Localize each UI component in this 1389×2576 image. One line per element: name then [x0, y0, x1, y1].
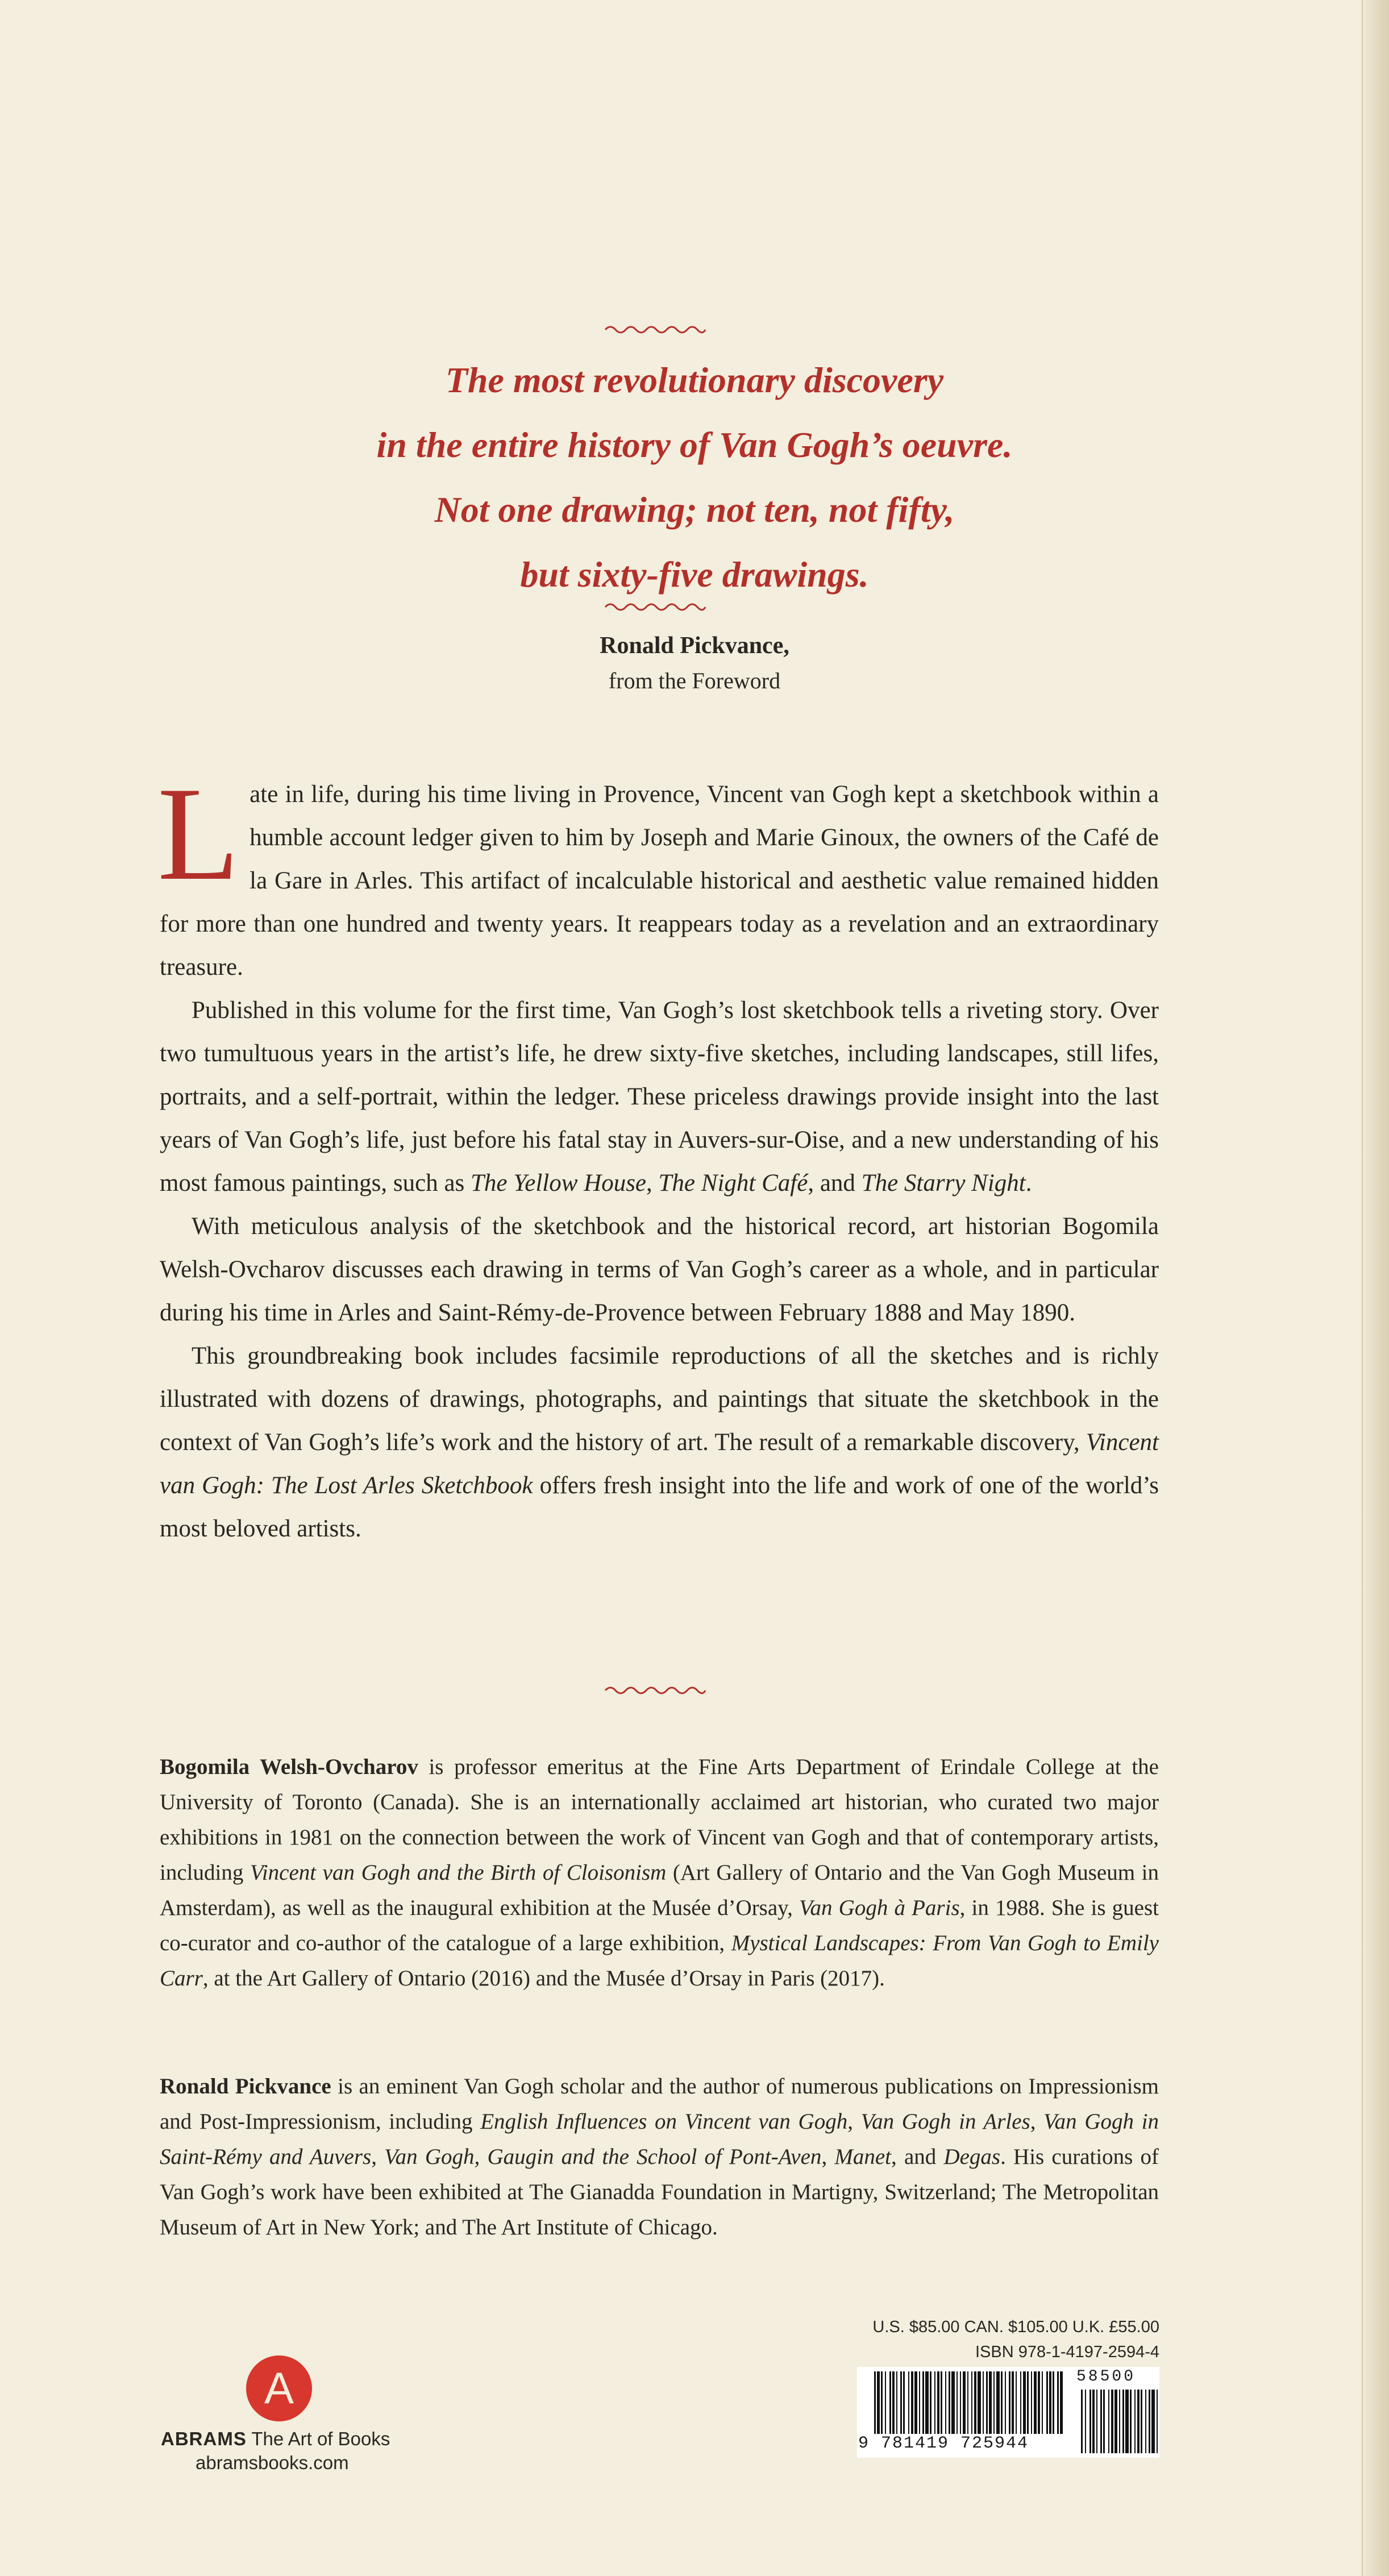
- ornament-swirl-middle: [604, 600, 706, 614]
- spine-edge: [1362, 0, 1389, 2576]
- prices: U.S. $85.00 CAN. $105.00 U.K. £55.00: [872, 2318, 1159, 2336]
- exhibition-title: Vincent van Gogh and the Birth of Cloisonism: [249, 1860, 667, 1885]
- separator: ,: [847, 2109, 861, 2134]
- publication-title: English Influences on Vincent van Gogh: [480, 2109, 848, 2134]
- abrams-logo-icon: [246, 2355, 312, 2421]
- quote-line: but sixty-five drawings.: [520, 554, 869, 595]
- quote-source: from the Foreword: [608, 668, 781, 693]
- publication-title: Van Gogh in Saint-Rémy and Auvers: [160, 2109, 1159, 2169]
- separator: .: [1025, 1170, 1032, 1196]
- barcode-addon-digits: 58500: [1076, 2368, 1136, 2386]
- paragraph-text: This groundbreaking book includes facsimile reproductions of all the sketches and is richly illustrated with dozens of drawings, photographs, and paintings that situate the sketchbook in the context of Van Gogh’s life’s work and the history of art. The result of a remarkable discovery,: [160, 1343, 1159, 1456]
- quote-line: in the entire history of Van Gogh’s oeuvre.: [376, 425, 1013, 465]
- publication-title: Van Gogh, Gaugin and the School of Pont-Aven: [384, 2145, 822, 2169]
- author-name: Bogomila Welsh-Ovcharov: [160, 1755, 418, 1779]
- description-paragraph-3: With meticulous analysis of the sketchbook and the historical record, art historian Bogomila Welsh-Ovcharov discusses each drawing in terms of Van Gogh’s career as a whole, and in particular during his time in Arles and Saint-Rémy-de-Provence between February 1888 and May 1890.: [160, 1213, 1159, 1326]
- price-block: [852, 2315, 1159, 2365]
- description-paragraph-4: [160, 1335, 1159, 1551]
- author-name: Ronald Pickvance: [160, 2074, 331, 2099]
- publisher-name: [161, 2428, 400, 2450]
- drop-cap: L: [157, 760, 240, 908]
- ornament-swirl-top: [604, 323, 706, 336]
- bio-text: . His curations of Van Gogh’s work have been exhibited at The Gianadda Foundation in Martigny, Switzerland; The Metropolitan Museum of Art in New York; and The Art Institute of Chicago.: [160, 2145, 1159, 2240]
- bio-text: is an eminent Van Gogh scholar and the author of numerous publications on Impressionism and Post-Impressionism, including: [160, 2074, 1159, 2134]
- ornament-swirl-bottom: [604, 1684, 706, 1697]
- separator: ,: [646, 1170, 659, 1196]
- separator: ,: [371, 2145, 385, 2169]
- pull-quote: [170, 348, 1219, 607]
- separator: , and: [891, 2145, 944, 2169]
- paragraph-text: offers fresh insight into the life and work of one of the world’s most beloved artists.: [160, 1472, 1159, 1542]
- publisher-brand: ABRAMS: [161, 2428, 247, 2449]
- exhibition-title: Van Gogh à Paris: [799, 1896, 960, 1920]
- book-title: Vincent van Gogh: The Lost Arles Sketchbook: [160, 1429, 1159, 1499]
- quote-author: Ronald Pickvance,: [600, 633, 789, 659]
- bio-text: , at the Art Gallery of Ontario (2016) and the Musée d’Orsay in Paris (2017).: [202, 1966, 885, 1991]
- bio-text: is professor emeritus at the Fine Arts Department of Erindale College at the University of Toronto (Canada). She is an internationally acclaimed art historian, who curated two major exhibitions in 1981 on the connection between the work of Vincent van Gogh and that of contemporary artists, including: [160, 1755, 1159, 1885]
- description-paragraph-2: [160, 989, 1159, 1205]
- bio-text: (Art Gallery of Ontario and the Van Gogh Museum in Amsterdam), as well as the inaugural exhibition at the Musée d’Orsay,: [160, 1860, 1159, 1920]
- publication-title: Manet: [834, 2145, 892, 2169]
- paragraph-text: ate in life, during his time living in Provence, Vincent van Gogh kept a sketchbook within a humble account ledger given to him by Joseph and Marie Ginoux, the owners of the Café de la Gare in Arles. This artifact of incalculable historical and aesthetic value remained hidden for more than one hundred and twenty years. It reappears today as a revelation and an extraordinary treasure.: [160, 781, 1159, 980]
- isbn: ISBN 978-1-4197-2594-4: [975, 2343, 1159, 2361]
- publisher-website: abramsbooks.com: [196, 2452, 349, 2473]
- barcode-digits: 9 781419 725944: [858, 2434, 1063, 2453]
- separator: ,: [1030, 2109, 1044, 2134]
- painting-title: The Starry Night: [861, 1170, 1026, 1196]
- exhibition-title: Mystical Landscapes: From Van Gogh to Emily Carr: [160, 1931, 1159, 1991]
- author-bio-pickvance: [160, 2069, 1159, 2245]
- isbn-barcode: [857, 2367, 1159, 2458]
- publication-title: Van Gogh in Arles: [860, 2109, 1030, 2134]
- painting-title: The Night Café: [658, 1170, 808, 1196]
- publisher-tagline: The Art of Books: [246, 2428, 390, 2449]
- logo-letter: A: [264, 2363, 294, 2413]
- author-bio-welsh-ovcharov: [160, 1750, 1159, 1996]
- separator: , and: [808, 1170, 862, 1196]
- separator: ,: [821, 2145, 835, 2169]
- quote-line: Not one drawing; not ten, not fifty,: [434, 489, 955, 530]
- bio-text: , in 1988. She is guest co-curator and co-author of the catalogue of a large exhibition,: [160, 1896, 1159, 1955]
- publication-title: Degas: [943, 2145, 1001, 2169]
- book-description: [157, 760, 1159, 1551]
- quote-line: The most revolutionary discovery: [445, 360, 944, 400]
- description-paragraph-1: [157, 760, 1159, 989]
- paragraph-text: Published in this volume for the first time, Van Gogh’s lost sketchbook tells a riveting story. Over two tumultuous years in the artist’s life, he drew sixty-five sketches, including landscapes, still lifes, portraits, and a self-portrait, within the ledger. These priceless drawings provide insight into the last years of Van Gogh’s life, just before his fatal stay in Auvers-sur-Oise, and a new understanding of his most famous paintings, such as: [160, 997, 1159, 1196]
- painting-title: The Yellow House: [471, 1170, 647, 1196]
